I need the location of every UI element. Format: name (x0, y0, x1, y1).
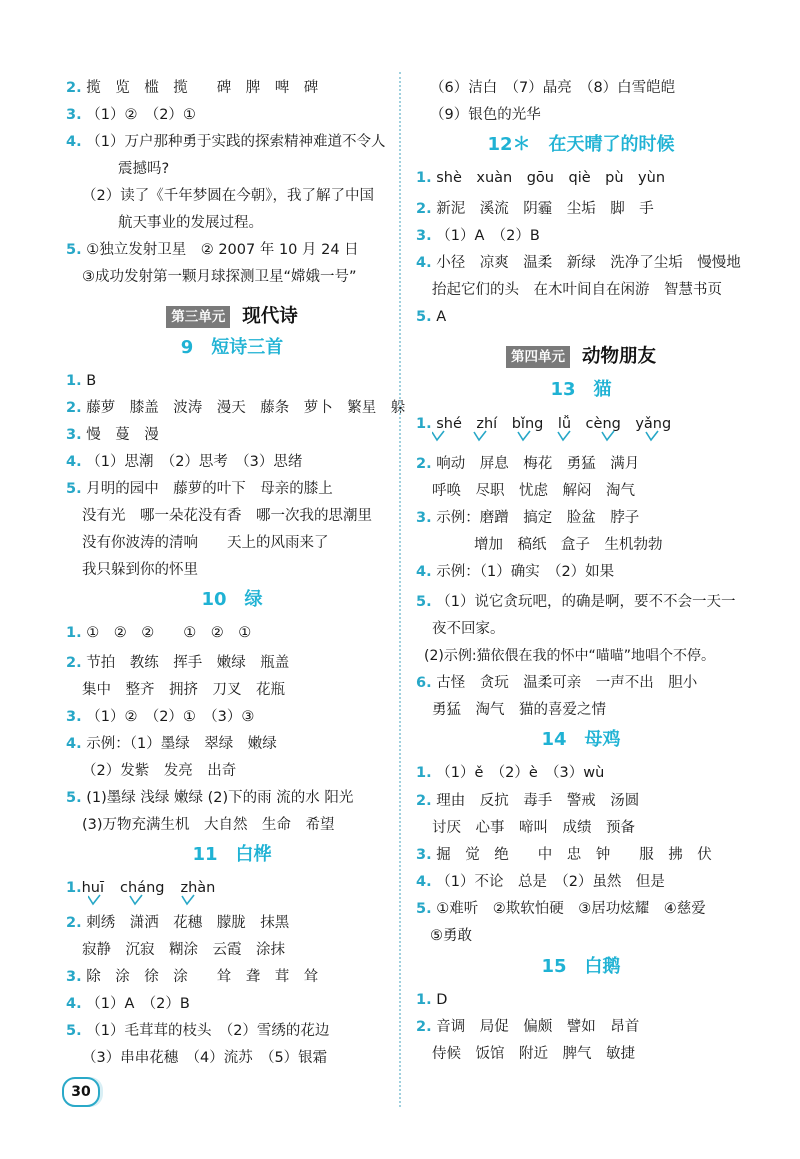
answer-text: （1）② （2）① （3）③ (86, 709, 255, 725)
answer-text: （3）串串花穗 （4）流苏 （5）银霜 (82, 1050, 328, 1066)
answer-line (82, 184, 374, 208)
answer-text: 没有你波涛的清响 天上的风雨来了 (82, 535, 329, 551)
answer-text: D (436, 992, 448, 1008)
question-number: 4. (66, 736, 82, 752)
answer-text: （1）② （2）① (86, 107, 196, 123)
question-number: 3. (66, 107, 82, 123)
answer-line (432, 278, 722, 302)
answer-line (66, 423, 159, 447)
answer-line (416, 251, 741, 275)
answer-text: 节拍 教练 挥手 嫩绿 瓶盖 (86, 655, 290, 671)
answer-line (66, 130, 385, 154)
answer-line (66, 450, 302, 474)
question-number: 2. (416, 1019, 432, 1035)
answer-line (66, 965, 318, 989)
question-number: 2. (66, 915, 82, 931)
answer-line (416, 843, 712, 867)
question-number: 5. (416, 309, 432, 325)
unit-title: 动物朋友 (581, 345, 656, 367)
answer-text: 夜不回家。 (432, 621, 505, 637)
answer-text: A (436, 309, 447, 325)
answer-text: 示例：（1）墨绿 翠绿 嫩绿 (86, 736, 277, 752)
unit-badge: 第三单元 (166, 306, 230, 328)
question-number: 4. (416, 874, 432, 890)
answer-line (66, 992, 190, 1016)
question-number: 4. (416, 564, 432, 580)
unit-badge: 第四单元 (506, 346, 570, 368)
answer-line (66, 396, 405, 420)
answer-line (66, 651, 289, 675)
question-number: 3. (66, 969, 82, 985)
lesson-title: 12＊ 在天晴了的时候 (487, 134, 675, 155)
answer-line (416, 506, 639, 530)
question-number: 5. (416, 901, 432, 917)
answer-text: 呼唤 尽职 忧虑 解闷 淘气 (432, 483, 635, 499)
column-divider (399, 72, 401, 1107)
answer-text: （1）A （2）B (86, 996, 190, 1012)
answer-line (416, 305, 446, 329)
answer-text: （2）发紫 发亮 出奇 (82, 763, 237, 779)
answer-text: 集中 整齐 拥挤 刀叉 花瓶 (82, 682, 285, 698)
answer-line (416, 671, 697, 695)
answer-text: 增加 稿纸 盒子 生机勃勃 (474, 537, 663, 553)
lesson-title: 10 绿 (201, 589, 263, 610)
unit-title: 现代诗 (242, 305, 298, 327)
answer-line (416, 197, 654, 221)
answer-text: (3)万物充满生机 大自然 生命 希望 (82, 817, 335, 833)
answer-text: 小径 凉爽 温柔 新绿 洗净了尘垢 慢慢地 (436, 255, 741, 271)
answer-line (82, 531, 329, 555)
question-number: 1. (416, 170, 432, 186)
answer-text: 月明的园中 藤萝的叶下 母亲的膝上 (86, 481, 333, 497)
answer-line (432, 1042, 635, 1066)
question-number: 2. (416, 456, 432, 472)
answer-line (416, 789, 639, 813)
answer-line (82, 265, 357, 289)
answer-text: 我只躲到你的怀里 (82, 562, 198, 578)
answer-line (416, 452, 639, 476)
answer-text: 古怪 贪玩 温柔可亲 一声不出 胆小 (436, 675, 698, 691)
answer-line (66, 76, 318, 100)
answer-line (416, 897, 706, 921)
question-number: 2. (416, 793, 432, 809)
question-number: 4. (66, 454, 82, 470)
question-number: 5. (66, 790, 82, 806)
answer-text: 新泥 溪流 阴霾 尘垢 脚 手 (436, 201, 654, 217)
answer-line (430, 103, 541, 127)
answer-text: （6）洁白 （7）晶亮 （8）白雪皑皑 (430, 80, 676, 96)
lesson-title: 11 白桦 (192, 844, 272, 865)
answer-line (66, 732, 277, 756)
answer-text: 揽 览 槛 揽 碑 脾 啤 碑 (86, 80, 319, 96)
answer-text: 航天事业的发展过程。 (118, 215, 263, 231)
answer-line (82, 759, 236, 783)
answer-text: ①难听 ②欺软怕硬 ③居功炫耀 ④慈爱 (436, 901, 706, 917)
lesson-title: 13 猫 (550, 379, 612, 400)
answer-line (118, 157, 169, 181)
question-number: 2. (66, 80, 82, 96)
question-number: 4. (416, 255, 432, 271)
answer-text: B (86, 373, 97, 389)
answer-line (66, 786, 353, 810)
answer-line (82, 1046, 327, 1070)
answer-text: 抬起它们的头 在木叶间自在闲游 智慧书页 (432, 282, 722, 298)
question-number: 2. (416, 201, 432, 217)
answer-line (66, 369, 96, 393)
answer-text: （1）万户那种勇于实践的探索精神难道不令人 (86, 134, 386, 150)
answer-text: （1）ě （2）è （3）wù (436, 765, 605, 781)
answer-text: 理由 反抗 毒手 警戒 汤圆 (436, 793, 640, 809)
answer-text: 刺绣 潇洒 花穗 朦胧 抹黑 (86, 915, 290, 931)
answer-line (82, 938, 285, 962)
question-number: 5. (66, 242, 82, 258)
question-number: 3. (66, 427, 82, 443)
question-number: 3. (416, 228, 432, 244)
answer-text: 音调 局促 偏颇 譬如 昂首 (436, 1019, 640, 1035)
check-marks (432, 430, 672, 444)
answer-text: 示例：（1）确实 （2）如果 (436, 564, 615, 580)
answer-text: ③成功发射第一颗月球探测卫星“嫦娥一号” (82, 269, 357, 285)
question-number: 5. (66, 1023, 82, 1039)
answer-text: （1）A （2）B (436, 228, 540, 244)
question-number: 1. (416, 992, 432, 1008)
answer-line (432, 698, 606, 722)
answer-line (66, 238, 359, 262)
answer-line (82, 813, 335, 837)
answer-text: 没有光 哪一朵花没有香 哪一次我的思潮里 (82, 508, 372, 524)
answer-text: ①独立发射卫星 ② 2007 年 10 月 24 日 (86, 242, 359, 258)
answer-text: （1）思潮 （2）思考 （3）思绪 (86, 454, 303, 470)
answer-text: （1）毛茸茸的枝头 （2）雪绣的花边 (86, 1023, 330, 1039)
pinyin-answer: shé zhí bǐng lǚ cèng yǎng (436, 416, 672, 432)
answer-text: 震撼吗? (118, 161, 170, 177)
answer-line (416, 870, 665, 894)
answer-text: 掘 觉 绝 中 忠 钟 服 拂 伏 (436, 847, 712, 863)
answer-text: （9）银色的光华 (430, 107, 541, 123)
answer-text: 慢 蔓 漫 (86, 427, 159, 443)
question-number: 1. (66, 880, 82, 896)
answer-line (416, 224, 540, 248)
answer-text: 侍候 饭馆 附近 脾气 敏捷 (432, 1046, 635, 1062)
answer-line (66, 477, 333, 501)
answer-line (432, 479, 635, 503)
check-marks (88, 894, 198, 908)
answer-line (66, 103, 196, 127)
answer-line (416, 166, 665, 190)
pinyin-answer: cháng (120, 880, 165, 896)
pinyin-answer: zhàn (180, 880, 216, 896)
answer-line (430, 76, 675, 100)
answer-text: 勇猛 淘气 猫的喜爱之情 (432, 702, 606, 718)
answer-line (432, 816, 635, 840)
question-number: 3. (416, 510, 432, 526)
answer-line (82, 504, 372, 528)
lesson-title: 9 短诗三首 (180, 337, 284, 358)
answer-line (416, 560, 614, 584)
answer-text: （1）说它贪玩吧，的确是啊，要不不会一天一 (436, 594, 736, 610)
answer-line (416, 988, 447, 1012)
answer-line (66, 1019, 329, 1043)
question-number: 4. (66, 134, 82, 150)
answer-text: 示例：磨蹭 搞定 脸盆 脖子 (436, 510, 640, 526)
unit-heading (66, 301, 398, 331)
answer-line (432, 617, 505, 641)
answer-line (66, 911, 289, 935)
answer-line (430, 924, 472, 948)
question-number: 3. (416, 847, 432, 863)
question-number: 4. (66, 996, 82, 1012)
answer-line (416, 761, 604, 785)
answer-text: 藤萝 膝盖 波涛 漫天 藤条 萝卜 繁星 躲 (86, 400, 406, 416)
answer-line (424, 644, 715, 668)
question-number: 2. (66, 400, 82, 416)
question-number: 3. (66, 709, 82, 725)
question-number: 2. (66, 655, 82, 671)
lesson-title: 14 母鸡 (541, 729, 621, 750)
answer-line (66, 621, 251, 645)
question-number: 1. (66, 625, 82, 641)
answer-line (474, 533, 663, 557)
page-number: 30 (62, 1077, 100, 1107)
answer-line (82, 558, 198, 582)
question-number: 1. (416, 416, 432, 432)
check-icons (432, 430, 672, 444)
question-number: 6. (416, 675, 432, 691)
question-number: 1. (416, 765, 432, 781)
answer-text: （2）读了《千年梦圆在今朝》，我了解了中国 (82, 188, 374, 204)
pinyin-answer: shè xuàn gōu qiè pù yùn (436, 170, 666, 186)
lesson-title: 15 白鹅 (541, 956, 621, 977)
answer-text: ⑤勇敢 (430, 928, 472, 944)
answer-text: 响动 屏息 梅花 勇猛 满月 (436, 456, 640, 472)
answer-line (82, 678, 285, 702)
unit-heading (416, 341, 746, 371)
answer-text: (1)墨绿 浅绿 嫩绿 (2)下的雨 流的水 阳光 (86, 790, 354, 806)
answer-line (118, 211, 263, 235)
pinyin-answer: huī (81, 880, 105, 896)
question-number: 5. (66, 481, 82, 497)
answer-line (416, 590, 735, 614)
answer-text: (2)示例:猫依偎在我的怀中“喵喵”地唱个不停。 (424, 648, 716, 664)
answer-text: ① ② ② ① ② ① (86, 625, 252, 641)
answer-line (416, 1015, 639, 1039)
answer-text: 寂静 沉寂 糊涂 云霞 涂抹 (82, 942, 285, 958)
answer-line (66, 705, 254, 729)
question-number: 5. (416, 594, 432, 610)
check-icons (88, 894, 198, 908)
answer-text: （1）不论 总是 （2）虽然 但是 (436, 874, 665, 890)
answer-text: 讨厌 心事 啼叫 成绩 预备 (432, 820, 635, 836)
question-number: 1. (66, 373, 82, 389)
answer-text: 除 涂 徐 涂 耸 聋 茸 耸 (86, 969, 319, 985)
